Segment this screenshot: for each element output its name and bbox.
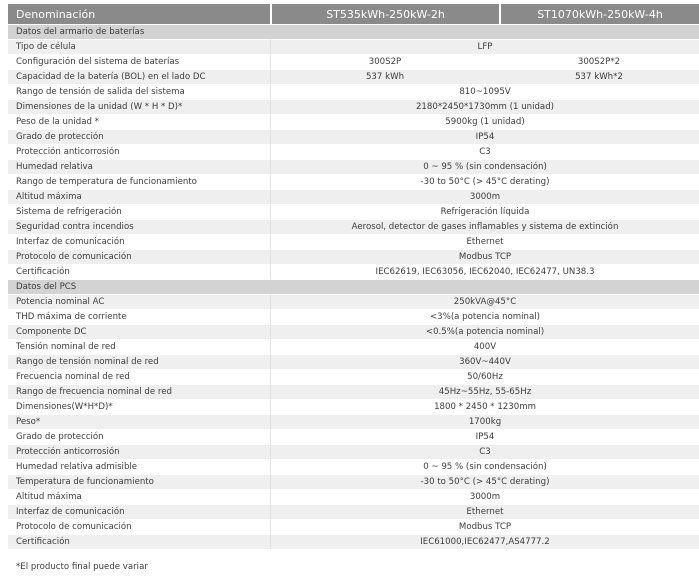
row-label: Potencia nominal AC bbox=[8, 294, 270, 309]
section-header-row bbox=[8, 279, 699, 294]
row-label: Humedad relativa admisible bbox=[8, 459, 270, 474]
table-row bbox=[8, 204, 699, 219]
row-label: Componente DC bbox=[8, 324, 270, 339]
row-value: Refrigeración líquida bbox=[270, 204, 699, 219]
row-label: Interfaz de comunicación bbox=[8, 504, 270, 519]
row-value: 2180*2450*1730mm (1 unidad) bbox=[270, 99, 699, 114]
row-value: 250kVA@45°C bbox=[270, 294, 699, 309]
table-row bbox=[8, 69, 699, 84]
row-label: Dimensiones(W*H*D)* bbox=[8, 399, 270, 414]
table-row bbox=[8, 159, 699, 174]
table-row bbox=[8, 294, 699, 309]
row-value: 3000m bbox=[270, 489, 699, 504]
row-label: Rango de tensión de salida del sistema bbox=[8, 84, 270, 99]
row-value: 1800 * 2450 * 1230mm bbox=[270, 399, 699, 414]
row-label: Rango de frecuencia nominal de red bbox=[8, 384, 270, 399]
footnote: *El producto final puede variar bbox=[16, 562, 148, 572]
section-header-row bbox=[8, 24, 699, 39]
row-label: Rango de temperatura de funcionamiento bbox=[8, 174, 270, 189]
row-label: Peso* bbox=[8, 414, 270, 429]
table-row bbox=[8, 384, 699, 399]
row-value: 3000m bbox=[270, 189, 699, 204]
table-row bbox=[8, 54, 699, 69]
row-value: -30 to 50°C (> 45°C derating) bbox=[270, 474, 699, 489]
table-row bbox=[8, 189, 699, 204]
table-row bbox=[8, 129, 699, 144]
row-value: 0 ~ 95 % (sin condensación) bbox=[270, 159, 699, 174]
row-value: 0 ~ 95 % (sin condensación) bbox=[270, 459, 699, 474]
table-row bbox=[8, 339, 699, 354]
row-value: IEC61000,IEC62477,AS4777.2 bbox=[270, 534, 699, 549]
header-model-2h: ST535kWh-250kW-2h bbox=[270, 4, 499, 24]
row-value: Modbus TCP bbox=[270, 519, 699, 534]
table-row bbox=[8, 249, 699, 264]
row-label: Protección anticorrosión bbox=[8, 444, 270, 459]
row-label: Temperatura de funcionamiento bbox=[8, 474, 270, 489]
table-row bbox=[8, 489, 699, 504]
row-label: Tensión nominal de red bbox=[8, 339, 270, 354]
table-row bbox=[8, 369, 699, 384]
table-row bbox=[8, 429, 699, 444]
row-label: Grado de protección bbox=[8, 429, 270, 444]
table-row bbox=[8, 444, 699, 459]
row-value-4h: 537 kWh*2 bbox=[499, 69, 699, 84]
row-value: 45Hz~55Hz, 55-65Hz bbox=[270, 384, 699, 399]
row-value-4h: 300S2P*2 bbox=[499, 54, 699, 69]
table-row bbox=[8, 504, 699, 519]
row-label: Humedad relativa bbox=[8, 159, 270, 174]
row-value: IP54 bbox=[270, 129, 699, 144]
table-row bbox=[8, 144, 699, 159]
row-label: Peso de la unidad * bbox=[8, 114, 270, 129]
table-row bbox=[8, 84, 699, 99]
table-row bbox=[8, 414, 699, 429]
row-label: Sistema de refrigeración bbox=[8, 204, 270, 219]
table-row bbox=[8, 309, 699, 324]
row-label: Rango de tensión nominal de red bbox=[8, 354, 270, 369]
row-value: <0.5%(a potencia nominal) bbox=[270, 324, 699, 339]
row-value: IP54 bbox=[270, 429, 699, 444]
table-row bbox=[8, 99, 699, 114]
table-row bbox=[8, 399, 699, 414]
row-label: Tipo de célula bbox=[8, 39, 270, 54]
row-value: Ethernet bbox=[270, 234, 699, 249]
table-row bbox=[8, 114, 699, 129]
table-row bbox=[8, 324, 699, 339]
specifications-table bbox=[8, 4, 699, 549]
row-label: Grado de protección bbox=[8, 129, 270, 144]
table-row bbox=[8, 534, 699, 549]
table-header-row bbox=[8, 4, 699, 24]
table-row bbox=[8, 39, 699, 54]
section-title: Datos del armario de baterías bbox=[8, 24, 699, 39]
row-value: Ethernet bbox=[270, 504, 699, 519]
table-row bbox=[8, 174, 699, 189]
table-row bbox=[8, 219, 699, 234]
row-value: C3 bbox=[270, 444, 699, 459]
header-designation: Denominación bbox=[8, 4, 270, 24]
row-value-2h: 537 kWh bbox=[270, 69, 499, 84]
row-label: Protocolo de comunicación bbox=[8, 519, 270, 534]
row-value: Aerosol, detector de gases inflamables y sistema de extinción bbox=[270, 219, 699, 234]
table-body bbox=[8, 24, 699, 549]
row-value: 5900kg (1 unidad) bbox=[270, 114, 699, 129]
row-value: 50/60Hz bbox=[270, 369, 699, 384]
row-label: Certificación bbox=[8, 534, 270, 549]
row-label: Configuración del sistema de baterías bbox=[8, 54, 270, 69]
row-value: 810~1095V bbox=[270, 84, 699, 99]
row-value: 1700kg bbox=[270, 414, 699, 429]
row-value: 400V bbox=[270, 339, 699, 354]
table-row bbox=[8, 459, 699, 474]
row-label: Capacidad de la batería (BOL) en el lado DC bbox=[8, 69, 270, 84]
row-label: Certificación bbox=[8, 264, 270, 279]
row-value: 360V~440V bbox=[270, 354, 699, 369]
table-row bbox=[8, 354, 699, 369]
header-model-4h: ST1070kWh-250kW-4h bbox=[499, 4, 699, 24]
row-value-2h: 300S2P bbox=[270, 54, 499, 69]
table-row bbox=[8, 234, 699, 249]
row-value: -30 to 50°C (> 45°C derating) bbox=[270, 174, 699, 189]
table-row bbox=[8, 519, 699, 534]
row-value: LFP bbox=[270, 39, 699, 54]
row-label: THD máxima de corriente bbox=[8, 309, 270, 324]
row-label: Dimensiones de la unidad (W * H * D)* bbox=[8, 99, 270, 114]
row-value: Modbus TCP bbox=[270, 249, 699, 264]
row-label: Altitud máxima bbox=[8, 189, 270, 204]
row-value: C3 bbox=[270, 144, 699, 159]
table-row bbox=[8, 264, 699, 279]
section-title: Datos del PCS bbox=[8, 279, 699, 294]
row-label: Altitud máxima bbox=[8, 489, 270, 504]
row-label: Protocolo de comunicación bbox=[8, 249, 270, 264]
table-row bbox=[8, 474, 699, 489]
row-label: Interfaz de comunicación bbox=[8, 234, 270, 249]
row-label: Seguridad contra incendios bbox=[8, 219, 270, 234]
row-value: IEC62619, IEC63056, IEC62040, IEC62477, UN38.3 bbox=[270, 264, 699, 279]
row-value: <3%(a potencia nominal) bbox=[270, 309, 699, 324]
row-label: Frecuencia nominal de red bbox=[8, 369, 270, 384]
row-label: Protección anticorrosión bbox=[8, 144, 270, 159]
